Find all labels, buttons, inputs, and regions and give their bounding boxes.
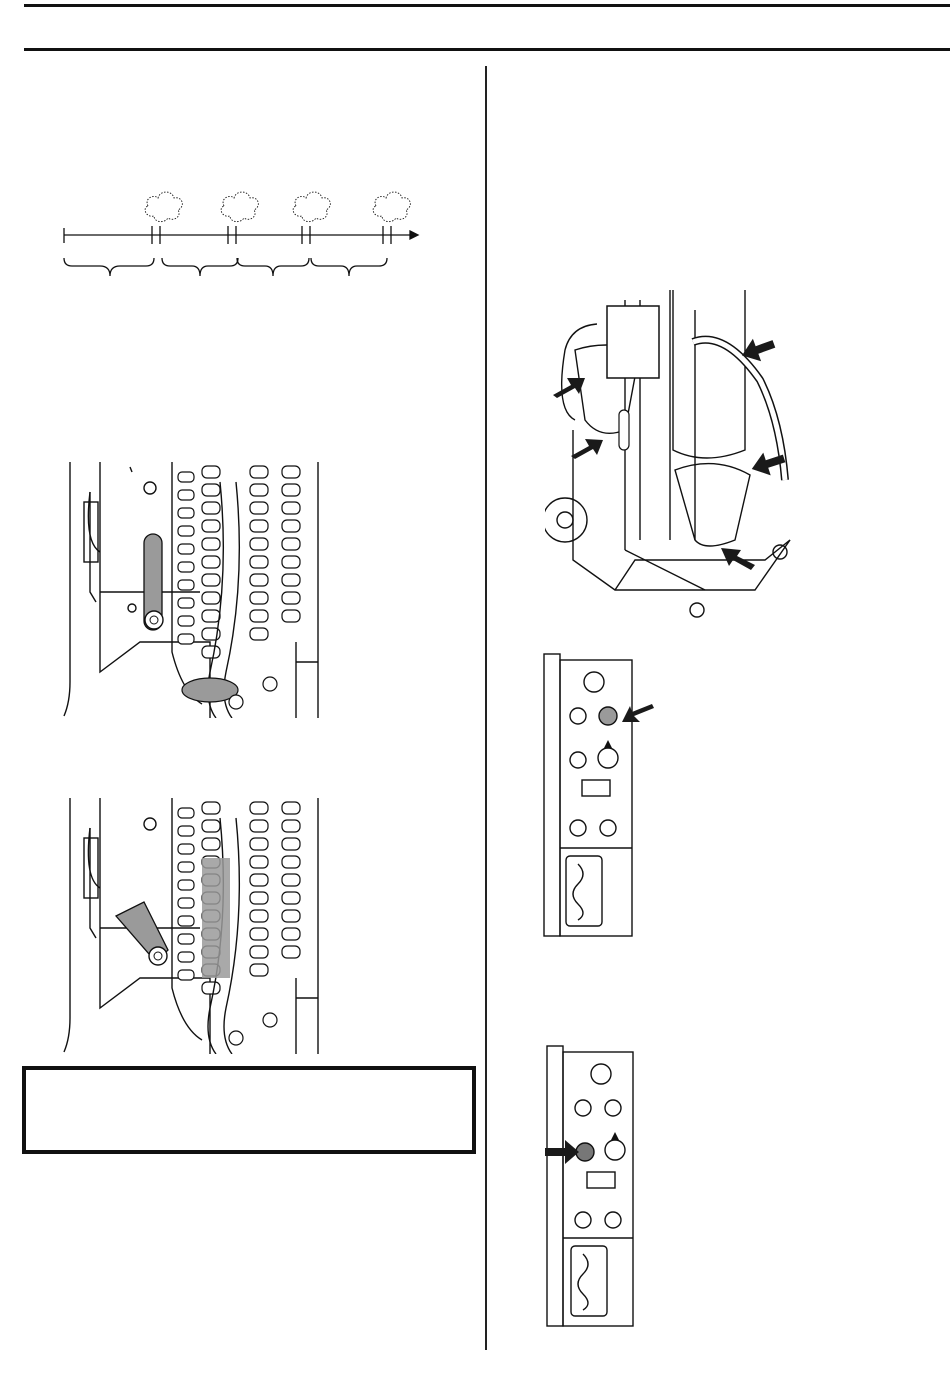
top-rule [24, 4, 950, 7]
filter-cleaning-timeline-icon [50, 188, 430, 298]
lever-up-position-icon [60, 462, 330, 718]
dust-extractor-connection-points-icon [545, 290, 835, 620]
header-rule [24, 48, 950, 51]
control-panel-selector-switch-icon [545, 1042, 645, 1332]
column-divider [485, 66, 487, 1350]
lever-down-position-icon [60, 798, 330, 1054]
control-panel-start-button-icon [538, 650, 668, 940]
warning-box [22, 1066, 476, 1154]
